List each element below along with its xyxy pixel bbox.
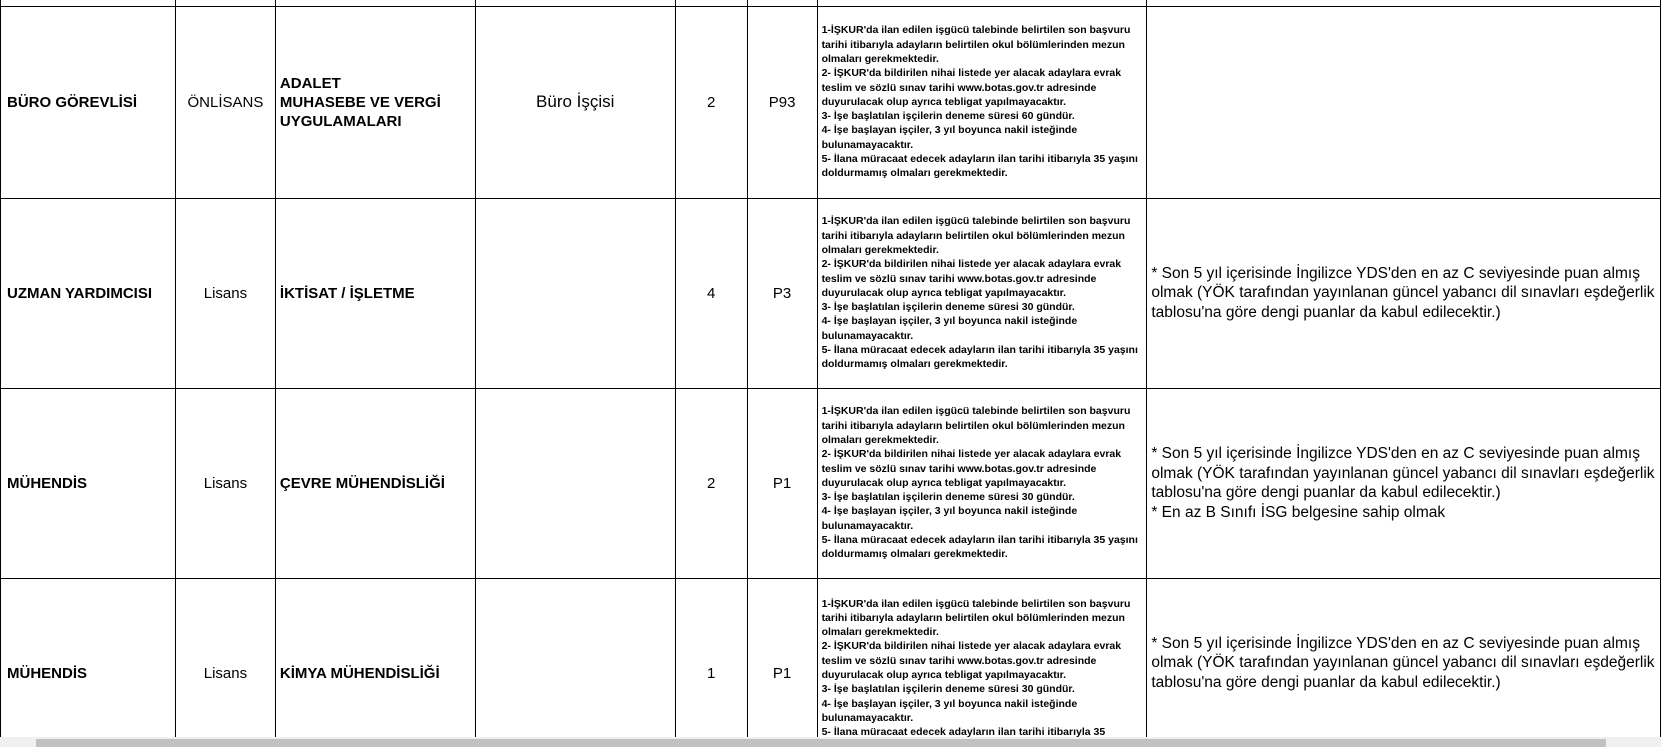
- condition-item: 2- İŞKUR'da bildirilen nihai listede yer alacak adaylara evrak teslim ve sözlü sınav tarihi www.botas.gov.tr adresinde duyurulacak olup ayrıca tebligat yapılmayacaktır.: [821, 67, 1122, 108]
- cell-job-title[interactable]: [475, 198, 675, 388]
- scrollbar-thumb[interactable]: [36, 739, 1606, 747]
- cell-code[interactable]: P93: [747, 6, 817, 198]
- table-row: [1, 578, 1661, 737]
- cell-requirements[interactable]: [1147, 6, 1661, 198]
- condition-item: 2- İŞKUR'da bildirilen nihai listede yer alacak adaylara evrak teslim ve sözlü sınav tarihi www.botas.gov.tr adresinde duyurulacak olup ayrıca tebligat yapılmayacaktır.: [821, 448, 1122, 489]
- table-row: [1, 6, 1661, 198]
- department-text: İKTİSAT / İŞLETME: [279, 284, 415, 302]
- cell-position[interactable]: UZMAN YARDIMCISI: [1, 198, 176, 388]
- condition-item: 5- İlana müracaat edecek adayların ilan tarihi itibarıyla 35 yaşını doldurmamış olmaları gerekmektedir.: [821, 153, 1138, 180]
- cell-department[interactable]: [275, 198, 475, 388]
- cell-code[interactable]: P3: [747, 198, 817, 388]
- department-text: ÇEVRE MÜHENDİSLİĞİ: [279, 474, 445, 492]
- cell-code[interactable]: P1: [747, 388, 817, 578]
- cell-count[interactable]: 1: [675, 578, 747, 737]
- cell-position[interactable]: MÜHENDİS: [1, 578, 176, 737]
- cell-job-title[interactable]: [475, 388, 675, 578]
- condition-item: 5- İlana müracaat edecek adayların ilan tarihi itibarıyla 35: [821, 726, 1106, 737]
- condition-item: 2- İŞKUR'da bildirilen nihai listede yer alacak adaylara evrak teslim ve sözlü sınav tarihi www.botas.gov.tr adresinde duyurulacak olup ayrıca tebligat yapılmayacaktır.: [821, 640, 1122, 681]
- cell-education[interactable]: ÖNLİSANS: [175, 6, 275, 198]
- cell-requirements[interactable]: [1147, 578, 1661, 737]
- condition-item: 1-İŞKUR'da ilan edilen işgücü talebinde belirtilen son başvuru tarihi itibarıyla adayların belirtilen okul bölümlerinden mezun olmaları gerekmektedir.: [821, 215, 1131, 256]
- cell-department[interactable]: [275, 578, 475, 737]
- cell-count[interactable]: 2: [675, 6, 747, 198]
- cell-conditions[interactable]: [817, 6, 1147, 198]
- condition-item: 3- İşe başlatılan işçilerin deneme süresi 30 gündür.: [821, 301, 1075, 314]
- cell-conditions[interactable]: [817, 578, 1147, 737]
- condition-item: 4- İşe başlayan işçiler, 3 yıl boyunca nakil isteğinde bulunamayacaktır.: [821, 124, 1078, 151]
- condition-item: 4- İşe başlayan işçiler, 3 yıl boyunca nakil isteğinde bulunamayacaktır.: [821, 505, 1078, 532]
- cell-conditions[interactable]: [817, 198, 1147, 388]
- department-text: KİMYA MÜHENDİSLİĞİ: [279, 664, 440, 682]
- cell-education[interactable]: Lisans: [175, 198, 275, 388]
- cell-position[interactable]: MÜHENDİS: [1, 388, 176, 578]
- condition-item: 3- İşe başlatılan işçilerin deneme süresi 30 gündür.: [821, 683, 1075, 696]
- cell-education[interactable]: Lisans: [175, 578, 275, 737]
- cell-conditions[interactable]: [817, 388, 1147, 578]
- condition-item: 5- İlana müracaat edecek adayların ilan tarihi itibarıyla 35 yaşını doldurmamış olmaları gerekmektedir.: [821, 344, 1138, 371]
- table-row: [1, 388, 1661, 578]
- table-row: [1, 198, 1661, 388]
- condition-item: 1-İŞKUR'da ilan edilen işgücü talebinde belirtilen son başvuru tarihi itibarıyla adayların belirtilen okul bölümlerinden mezun olmaları gerekmektedir.: [821, 24, 1131, 65]
- requirement-item: * Son 5 yıl içerisinde İngilizce YDS'den en az C seviyesinde puan almış olmak (YÖK tarafından yayınlanan güncel yabancı dil sınavları eşdeğerlik tablosu'na göre dengi puanlar da kabul edilecektir.): [1151, 445, 1655, 501]
- cell-department[interactable]: [275, 388, 475, 578]
- cell-code[interactable]: P1: [747, 578, 817, 737]
- condition-item: 3- İşe başlatılan işçilerin deneme süresi 60 gündür.: [821, 110, 1075, 123]
- department-text: ADALET MUHASEBE VE VERGİ UYGULAMALARI: [279, 74, 441, 130]
- requirement-item: * En az B Sınıfı İSG belgesine sahip olmak: [1151, 503, 1446, 521]
- condition-item: 1-İŞKUR'da ilan edilen işgücü talebinde belirtilen son başvuru tarihi itibarıyla adayların belirtilen okul bölümlerinden mezun olmaları gerekmektedir.: [821, 597, 1131, 639]
- condition-item: 4- İşe başlayan işçiler, 3 yıl boyunca nakil isteğinde bulunamayacaktır.: [821, 315, 1078, 342]
- horizontal-scrollbar[interactable]: [0, 737, 1661, 747]
- condition-item: 5- İlana müracaat edecek adayların ilan tarihi itibarıyla 35 yaşını doldurmamış olmaları gerekmektedir.: [821, 534, 1138, 561]
- cell-education[interactable]: Lisans: [175, 388, 275, 578]
- condition-item: 1-İŞKUR'da ilan edilen işgücü talebinde belirtilen son başvuru tarihi itibarıyla adayların belirtilen okul bölümlerinden mezun olmaları gerekmektedir.: [821, 405, 1131, 446]
- cell-count[interactable]: 2: [675, 388, 747, 578]
- cell-job-title[interactable]: Büro İşçisi: [475, 6, 675, 198]
- condition-item: 2- İŞKUR'da bildirilen nihai listede yer alacak adaylara evrak teslim ve sözlü sınav tarihi www.botas.gov.tr adresinde duyurulacak olup ayrıca tebligat yapılmayacaktır.: [821, 258, 1122, 299]
- cell-job-title[interactable]: [475, 578, 675, 737]
- cell-department[interactable]: [275, 6, 475, 198]
- condition-item: 4- İşe başlayan işçiler, 3 yıl boyunca nakil isteğinde bulunamayacaktır.: [821, 697, 1078, 724]
- requirement-item: * Son 5 yıl içerisinde İngilizce YDS'den en az C seviyesinde puan almış olmak (YÖK tarafından yayınlanan güncel yabancı dil sınavları eşdeğerlik tablosu'na göre dengi puanlar da kabul edilecektir.): [1151, 264, 1655, 321]
- cell-requirements[interactable]: [1147, 388, 1661, 578]
- condition-item: 3- İşe başlatılan işçilerin deneme süresi 30 gündür.: [821, 491, 1075, 504]
- requirement-item: * Son 5 yıl içerisinde İngilizce YDS'den en az C seviyesinde puan almış olmak (YÖK tarafından yayınlanan güncel yabancı dil sınavları eşdeğerlik tablosu'na göre dengi puanlar da kabul edilecektir.): [1151, 634, 1655, 691]
- cell-count[interactable]: 4: [675, 198, 747, 388]
- cell-position[interactable]: BÜRO GÖREVLİSİ: [1, 6, 176, 198]
- cell-requirements[interactable]: [1147, 198, 1661, 388]
